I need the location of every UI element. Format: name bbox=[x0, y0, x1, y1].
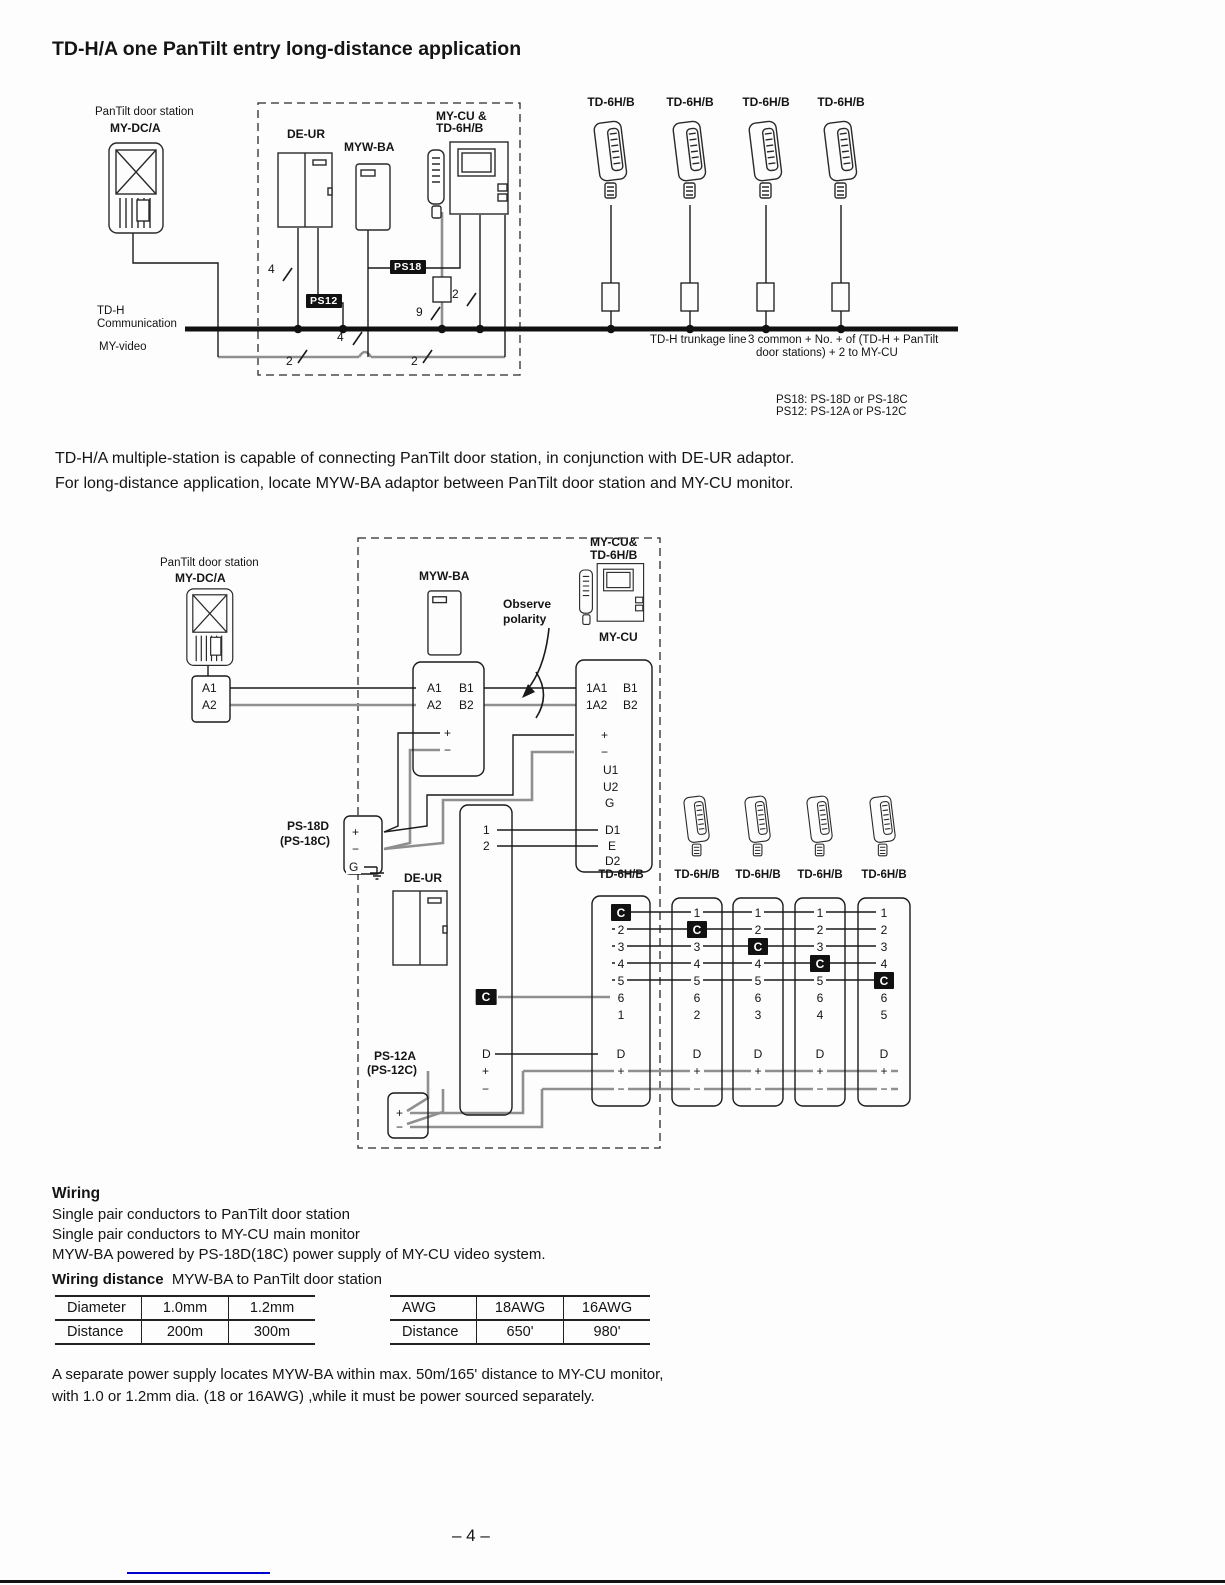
column-header: TD-6H/B bbox=[598, 869, 644, 881]
table-cell: 200m bbox=[142, 1320, 229, 1344]
mycu-terminal-u1: U1 bbox=[600, 763, 621, 777]
ps12-note: PS12: PS-12A or PS-12C bbox=[776, 406, 907, 418]
mycu-terminal-d2: D2 bbox=[602, 854, 623, 868]
ps18-terminal-minus: − bbox=[349, 842, 362, 856]
wiring-line3: MYW-BA powered by PS-18D(18C) power supply of MY-CU video system. bbox=[52, 1246, 546, 1263]
ps12-badge: PS12 bbox=[306, 294, 342, 308]
door-station-model: MY-DC/A bbox=[175, 571, 226, 585]
myw-terminal-plus: + bbox=[441, 726, 454, 740]
column-header: TD-6H/B bbox=[674, 869, 720, 881]
terminal: C bbox=[874, 972, 895, 989]
terminal: 3 bbox=[752, 1006, 765, 1023]
terminal: 1 bbox=[878, 904, 891, 921]
terminal-column bbox=[795, 904, 845, 1098]
mycu-terminal-e: E bbox=[605, 839, 619, 853]
table-cell: 980' bbox=[564, 1320, 651, 1344]
handset-label: TD-6H/B bbox=[666, 95, 714, 109]
trunk-note-label: TD-H trunkage line bbox=[650, 334, 747, 346]
ps12c-label: (PS-12C) bbox=[367, 1063, 418, 1077]
column-header: TD-6H/B bbox=[797, 869, 843, 881]
door-station-caption: PanTilt door station bbox=[160, 557, 259, 569]
wiring-line1: Single pair conductors to PanTilt door station bbox=[52, 1206, 350, 1223]
table-cell: Diameter bbox=[55, 1296, 142, 1320]
terminal: 4 bbox=[752, 955, 765, 972]
terminal: 4 bbox=[814, 1006, 827, 1023]
myw-terminal-a1: A1 bbox=[424, 681, 445, 695]
awg-distance-table bbox=[390, 1295, 650, 1345]
wire-count: 2 bbox=[452, 287, 459, 301]
bus-label-my-video: MY-video bbox=[99, 341, 147, 353]
my-cu-combo-1: MY-CU& bbox=[590, 535, 638, 549]
terminal: 2 bbox=[814, 921, 827, 938]
terminal-column bbox=[858, 904, 910, 1098]
terminal: 6 bbox=[878, 989, 891, 1006]
myw-ba-label: MYW-BA bbox=[419, 569, 470, 583]
de-ur-label: DE-UR bbox=[287, 127, 325, 141]
ps18-terminal-plus: + bbox=[349, 825, 362, 839]
wire-count: 2 bbox=[286, 354, 293, 368]
wiring-line2: Single pair conductors to MY-CU main monitor bbox=[52, 1226, 360, 1243]
table-cell: 16AWG bbox=[564, 1296, 651, 1320]
terminal-a2: A2 bbox=[199, 698, 220, 712]
intro-paragraph-line2: For long-distance application, locate MYW-BA adaptor between PanTilt door station and MY-CU monitor. bbox=[55, 475, 794, 492]
mycu-terminal-d1: D1 bbox=[602, 823, 623, 837]
wiring-distance-line bbox=[52, 1271, 382, 1288]
table-row bbox=[390, 1296, 650, 1320]
terminal-plus: + bbox=[614, 1062, 627, 1080]
handset-label: TD-6H/B bbox=[742, 95, 790, 109]
tall-terminal-plus: + bbox=[479, 1064, 492, 1078]
wiring-distance-heading: Wiring distance bbox=[52, 1271, 164, 1288]
metric-distance-table bbox=[55, 1295, 315, 1345]
table-cell: AWG bbox=[390, 1296, 477, 1320]
my-cu-combo-2: TD-6H/B bbox=[590, 548, 638, 562]
terminal-plus: + bbox=[751, 1062, 764, 1080]
terminal: 2 bbox=[615, 921, 628, 938]
mycu-terminal-1a2: 1A2 bbox=[583, 698, 610, 712]
tall-terminal-2: 2 bbox=[480, 839, 493, 853]
intro-paragraph-line1: TD-H/A multiple-station is capable of connecting PanTilt door station, in conjunction with DE-UR adaptor. bbox=[55, 450, 795, 467]
ps12a-label: PS-12A bbox=[374, 1049, 417, 1063]
page-title: TD-H/A one PanTilt entry long-distance application bbox=[52, 38, 522, 60]
terminal: 1 bbox=[615, 1006, 628, 1023]
bus-label-tdh: TD-H bbox=[97, 305, 125, 317]
terminal: 1 bbox=[814, 904, 827, 921]
terminal-d: D bbox=[877, 1046, 892, 1062]
terminal-d: D bbox=[690, 1046, 705, 1062]
terminal-minus: − bbox=[877, 1080, 890, 1098]
wire-count: 4 bbox=[268, 262, 275, 276]
door-station-caption: PanTilt door station bbox=[95, 106, 194, 118]
wire-count: 4 bbox=[337, 330, 344, 344]
terminal-minus: − bbox=[614, 1080, 627, 1098]
junction-boxes bbox=[433, 277, 849, 311]
terminal: 4 bbox=[878, 955, 891, 972]
my-cu-label: MY-CU bbox=[599, 630, 638, 644]
terminal-column bbox=[672, 904, 722, 1098]
myw-ba-label: MYW-BA bbox=[344, 140, 395, 154]
my-cu-combo-label-1: MY-CU & bbox=[436, 109, 487, 123]
myw-terminal-a2: A2 bbox=[424, 698, 445, 712]
terminal: 5 bbox=[878, 1006, 891, 1023]
column-header: TD-6H/B bbox=[735, 869, 781, 881]
bottom-rule bbox=[0, 1580, 1225, 1583]
table-cell: 650' bbox=[477, 1320, 564, 1344]
table-cell: 18AWG bbox=[477, 1296, 564, 1320]
handset-label: TD-6H/B bbox=[587, 95, 635, 109]
tall-terminal-d: D bbox=[479, 1047, 494, 1061]
ps12-terminal-minus: − bbox=[393, 1120, 406, 1134]
mycu-terminal-u2: U2 bbox=[600, 780, 621, 794]
wire-count: 9 bbox=[416, 305, 423, 319]
mycu-terminal-1a1: 1A1 bbox=[583, 681, 610, 695]
ps18d-label: PS-18D bbox=[287, 819, 330, 833]
ps12-terminal-plus: + bbox=[393, 1106, 406, 1120]
terminal: 6 bbox=[814, 989, 827, 1006]
terminal: 6 bbox=[691, 989, 704, 1006]
tall-terminal-1: 1 bbox=[480, 823, 493, 837]
terminal-minus: − bbox=[813, 1080, 826, 1098]
terminal-minus: − bbox=[690, 1080, 703, 1098]
terminal: 3 bbox=[878, 938, 891, 955]
terminal: 3 bbox=[691, 938, 704, 955]
mycu-terminal-minus: − bbox=[598, 745, 611, 759]
footer-note-line2: with 1.0 or 1.2mm dia. (18 or 16AWG) ,while it must be power sourced separately. bbox=[52, 1388, 595, 1405]
terminal-d: D bbox=[614, 1046, 629, 1062]
myw-terminal-minus: − bbox=[441, 743, 454, 757]
footer-note-line1: A separate power supply locates MYW-BA within max. 50m/165' distance to MY-CU monitor, bbox=[52, 1366, 664, 1383]
wiring-heading: Wiring bbox=[52, 1185, 101, 1202]
terminal: 2 bbox=[878, 921, 891, 938]
ps18c-label: (PS-18C) bbox=[280, 834, 331, 848]
table-row bbox=[55, 1320, 315, 1344]
my-cu-combo-label-2: TD-6H/B bbox=[436, 121, 484, 135]
mycu-terminal-b2: B2 bbox=[620, 698, 641, 712]
terminal: 2 bbox=[752, 921, 765, 938]
mycu-terminal-g: G bbox=[602, 796, 617, 810]
terminal: 4 bbox=[615, 955, 628, 972]
terminal-plus: + bbox=[690, 1062, 703, 1080]
table-row bbox=[55, 1296, 315, 1320]
mycu-terminal-plus: + bbox=[598, 728, 611, 742]
terminal: 5 bbox=[691, 972, 704, 989]
terminal-d: D bbox=[813, 1046, 828, 1062]
terminal: 3 bbox=[814, 938, 827, 955]
ps18-note: PS18: PS-18D or PS-18C bbox=[776, 394, 908, 406]
terminal-minus: − bbox=[751, 1080, 764, 1098]
table-row bbox=[390, 1320, 650, 1344]
tall-terminal-c: C bbox=[476, 989, 497, 1005]
mycu-terminal-b1: B1 bbox=[620, 681, 641, 695]
terminal-column bbox=[733, 904, 783, 1098]
table-cell: Distance bbox=[390, 1320, 477, 1344]
observe-polarity-2: polarity bbox=[503, 612, 547, 626]
polarity-arrowhead bbox=[522, 684, 535, 698]
table-cell: 300m bbox=[229, 1320, 316, 1344]
myw-terminal-b2: B2 bbox=[456, 698, 477, 712]
ps18-terminal-g: G bbox=[346, 860, 361, 874]
table-cell: Distance bbox=[55, 1320, 142, 1344]
ps18-badge: PS18 bbox=[390, 260, 426, 274]
terminal: C bbox=[748, 938, 769, 955]
terminal: 4 bbox=[691, 955, 704, 972]
terminal: C bbox=[810, 955, 831, 972]
terminal: C bbox=[687, 921, 708, 938]
terminal: 5 bbox=[814, 972, 827, 989]
terminal: 5 bbox=[615, 972, 628, 989]
terminal: 3 bbox=[615, 938, 628, 955]
myw-terminal-b1: B1 bbox=[456, 681, 477, 695]
wiring-distance-text: MYW-BA to PanTilt door station bbox=[163, 1271, 382, 1288]
terminal-a1: A1 bbox=[199, 681, 220, 695]
table-cell: 1.2mm bbox=[229, 1296, 316, 1320]
terminal-plus: + bbox=[813, 1062, 826, 1080]
terminal: 6 bbox=[752, 989, 765, 1006]
terminal-d: D bbox=[751, 1046, 766, 1062]
trunk-note-line2: door stations) + 2 to MY-CU bbox=[756, 347, 898, 359]
observe-polarity-1: Observe bbox=[503, 597, 552, 611]
tall-terminal-minus: − bbox=[479, 1082, 492, 1096]
door-station-model: MY-DC/A bbox=[110, 121, 161, 135]
terminal: 1 bbox=[691, 904, 704, 921]
terminal-plus: + bbox=[877, 1062, 890, 1080]
handset-label: TD-6H/B bbox=[817, 95, 865, 109]
page-number: – 4 – bbox=[452, 1526, 490, 1545]
column-header: TD-6H/B bbox=[861, 869, 907, 881]
video-wires bbox=[218, 212, 505, 357]
terminal: 2 bbox=[691, 1006, 704, 1023]
terminal: C bbox=[611, 904, 632, 921]
top-wiring-diagram bbox=[0, 90, 1225, 440]
blue-underline bbox=[127, 1572, 270, 1574]
wire-count: 2 bbox=[411, 354, 418, 368]
terminal-column bbox=[592, 904, 650, 1098]
terminal: 6 bbox=[615, 989, 628, 1006]
terminal: 1 bbox=[752, 904, 765, 921]
de-ur-label: DE-UR bbox=[404, 871, 442, 885]
bus-label-communication: Communication bbox=[97, 318, 177, 330]
terminal: 5 bbox=[752, 972, 765, 989]
table-cell: 1.0mm bbox=[142, 1296, 229, 1320]
trunk-note-line1: 3 common + No. + of (TD-H + PanTilt bbox=[748, 334, 939, 346]
